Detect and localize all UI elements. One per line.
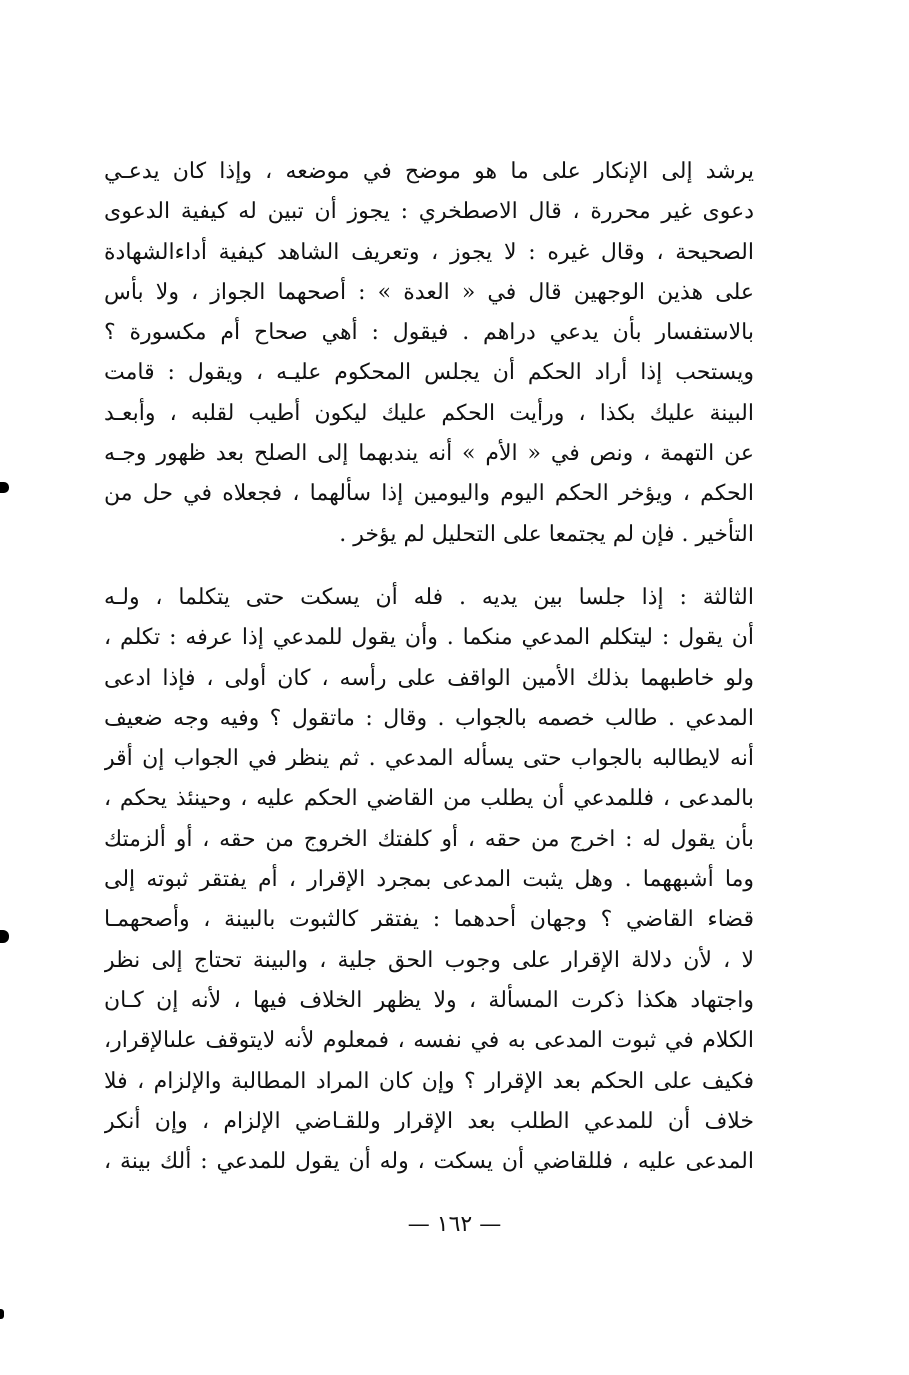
text-line: الثالثة : إذا جلسا بين يديه . فله أن يسكت حتى يتكلما ، ولـه <box>104 585 754 610</box>
text-line: المدعى عليه ، فللقاضي أن يسكت ، وله أن يقول للمدعي : ألك بينة ، <box>104 1149 754 1175</box>
text-line: على هذين الوجهين قال في « العدة » : أصحهما الجواز ، ولا بأس <box>104 279 754 305</box>
text-line: فكيف على الحكم بعد الإقرار ؟ وإن كان المراد المطالبة والإلزام ، فلا <box>104 1068 754 1094</box>
text-line: لا ، لأن دلالة الإقرار على وجوب الحق جلية ، والبينة تحتاج إلى نظر <box>104 947 754 973</box>
text-line: خلاف أن للمدعي الطلب بعد الإقرار وللقـاضي الإلزام ، وإن أنكر <box>104 1108 754 1134</box>
text-line: أن يقول : ليتكلم المدعي منكما . وأن يقول للمدعي إذا عرفه : تكلم ، <box>104 625 754 651</box>
scan-edge-mark <box>0 930 9 943</box>
text-line: الكلام في ثبوت المدعى به في نفسه ، فمعلوم لأنه لايتوقف علىالإقرار، <box>104 1028 754 1054</box>
text-line: يرشد إلى الإنكار على ما هو موضح في موضعه ، وإذا كان يدعـي <box>104 159 754 184</box>
text-line: التأخير . فإن لم يجتمعا على التحليل لم يؤخر . <box>339 521 754 547</box>
text-line: ويستحب إذا أراد الحكم أن يجلس المحكوم عليـه ، ويقول : قامت <box>104 360 754 386</box>
paragraph-1 <box>104 152 754 555</box>
scan-edge-mark <box>0 482 9 493</box>
text-line: أنه لايطالبه بالجواب حتى يسأله المدعي . ثم ينظر في الجواب إن أقر <box>104 746 754 772</box>
text-line: ولو خاطبهما بذلك الأمين الواقف على رأسه ، كان أولى ، فإذا ادعى <box>104 665 754 691</box>
text-line: الحكم ، ويؤخر الحكم اليوم واليومين إذا سألهما ، فجعلاه في حل من <box>104 481 754 507</box>
text-line: بالاستفسار بأن يدعي دراهم . فيقول : أهي صحاح أم مكسورة ؟ <box>104 320 754 346</box>
page-number: — ١٦٢ — <box>407 1212 502 1237</box>
text-line: الصحيحة ، وقال غيره : لا يجوز ، وتعريف الشاهد كيفية أداءالشهادة <box>104 239 754 265</box>
text-line: وما أشبههما . وهل يثبت المدعى بمجرد الإقرار ، أم يفتقر ثبوته إلى <box>104 867 754 893</box>
text-line: البينة عليك بكذا ، ورأيت الحكم عليك ليكون أطيب لقلبه ، وأبعـد <box>104 400 754 426</box>
text-line: دعوى غير محررة ، قال الاصطخري : يجوز أن تبين له كيفية الدعوى <box>104 199 754 225</box>
text-line: بالمدعى ، فللمدعي أن يطلب من القاضي الحكم عليه ، وحينئذ يحكم ، <box>104 786 754 812</box>
paragraph-2 <box>104 578 754 1182</box>
text-line: المدعي . طالب خصمه بالجواب . وقال : ماتقول ؟ وفيه وجه ضعيف <box>104 705 754 731</box>
text-line: بأن يقول له : اخرج من حقه ، أو كلفتك الخروج من حقه ، أو ألزمتك <box>104 826 754 852</box>
text-line: واجتهاد هكذا ذكرت المسألة ، ولا يظهر الخلاف فيها ، لأنه إن كـان <box>104 987 754 1013</box>
text-line: عن التهمة ، ونص في « الأم » أنه يندبهما إلى الصلح بعد ظهور وجـه <box>104 441 754 467</box>
scan-edge-mark <box>0 1309 4 1319</box>
text-line: قضاء القاضي ؟ وجهان أحدهما : يفتقر كالثبوت بالبينة ، وأصحهمـا <box>104 907 754 933</box>
